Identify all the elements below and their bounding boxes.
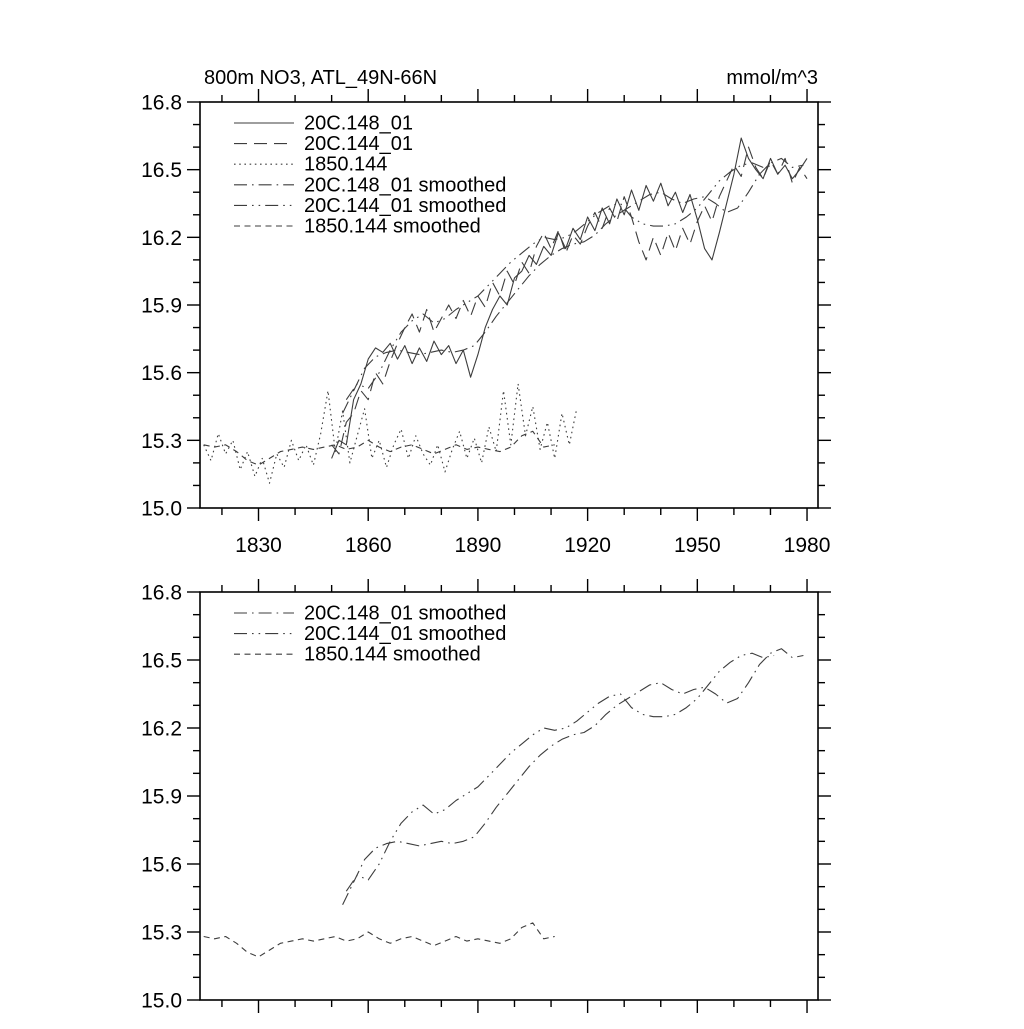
series-line-1850.144-smoothed: [204, 923, 555, 957]
x-tick-label: 1830: [235, 534, 282, 557]
x-tick-label: 1950: [673, 534, 721, 557]
y-tick-label: 16.8: [141, 91, 182, 115]
plot-frame: [200, 102, 818, 508]
series-line-1850.144-smoothed: [204, 431, 555, 465]
legend-label: 20C.144_01 smoothed: [304, 194, 507, 217]
legend-label: 20C.144_01 smoothed: [304, 623, 507, 646]
y-tick-label: 16.5: [141, 159, 182, 183]
legend-label: 1850.144 smoothed: [304, 643, 481, 666]
x-tick-label: 1980: [783, 534, 831, 557]
chart-1: [141, 579, 831, 1013]
series-line-1850.144: [204, 384, 577, 483]
x-tick-label: 1890: [454, 534, 502, 557]
y-tick-label: 15.3: [141, 921, 182, 945]
legend-label: 20C.144_01: [304, 133, 413, 156]
legend-label: 1850.144: [304, 153, 388, 176]
ticks: [187, 89, 831, 521]
y-tick-label: 16.2: [141, 226, 182, 250]
chart-title: 800m NO3, ATL_49N-66N: [204, 67, 438, 89]
plot-frame: [200, 592, 818, 1000]
legend: [234, 113, 506, 238]
y-tick-label: 15.0: [141, 989, 182, 1013]
legend-label: 20C.148_01 smoothed: [304, 174, 507, 197]
legend-label: 20C.148_01 smoothed: [304, 602, 507, 625]
legend-label: 20C.148_01: [304, 112, 413, 135]
y-tick-label: 15.9: [141, 785, 182, 809]
y-tick-label: 15.6: [141, 853, 182, 877]
legend: [234, 603, 506, 666]
y-tick-label: 15.0: [141, 497, 182, 521]
ticks: [187, 579, 831, 1013]
y-tick-label: 15.9: [141, 294, 182, 318]
y-tick-label: 16.5: [141, 649, 182, 673]
legend-label: 1850.144 smoothed: [304, 215, 481, 238]
series-line-20C.148_01-smoothed: [343, 649, 804, 905]
y-tick-label: 15.3: [141, 429, 182, 453]
x-tick-label: 1860: [344, 534, 392, 557]
y-tick-label: 15.6: [141, 362, 182, 386]
y-tick-label: 16.2: [141, 717, 182, 741]
x-tick-label: 1920: [564, 534, 611, 557]
units-label: mmol/m^3: [726, 67, 818, 89]
y-tick-label: 16.8: [141, 581, 182, 605]
chart-0: [141, 67, 831, 557]
series-line-20C.144_01-smoothed: [346, 653, 774, 891]
